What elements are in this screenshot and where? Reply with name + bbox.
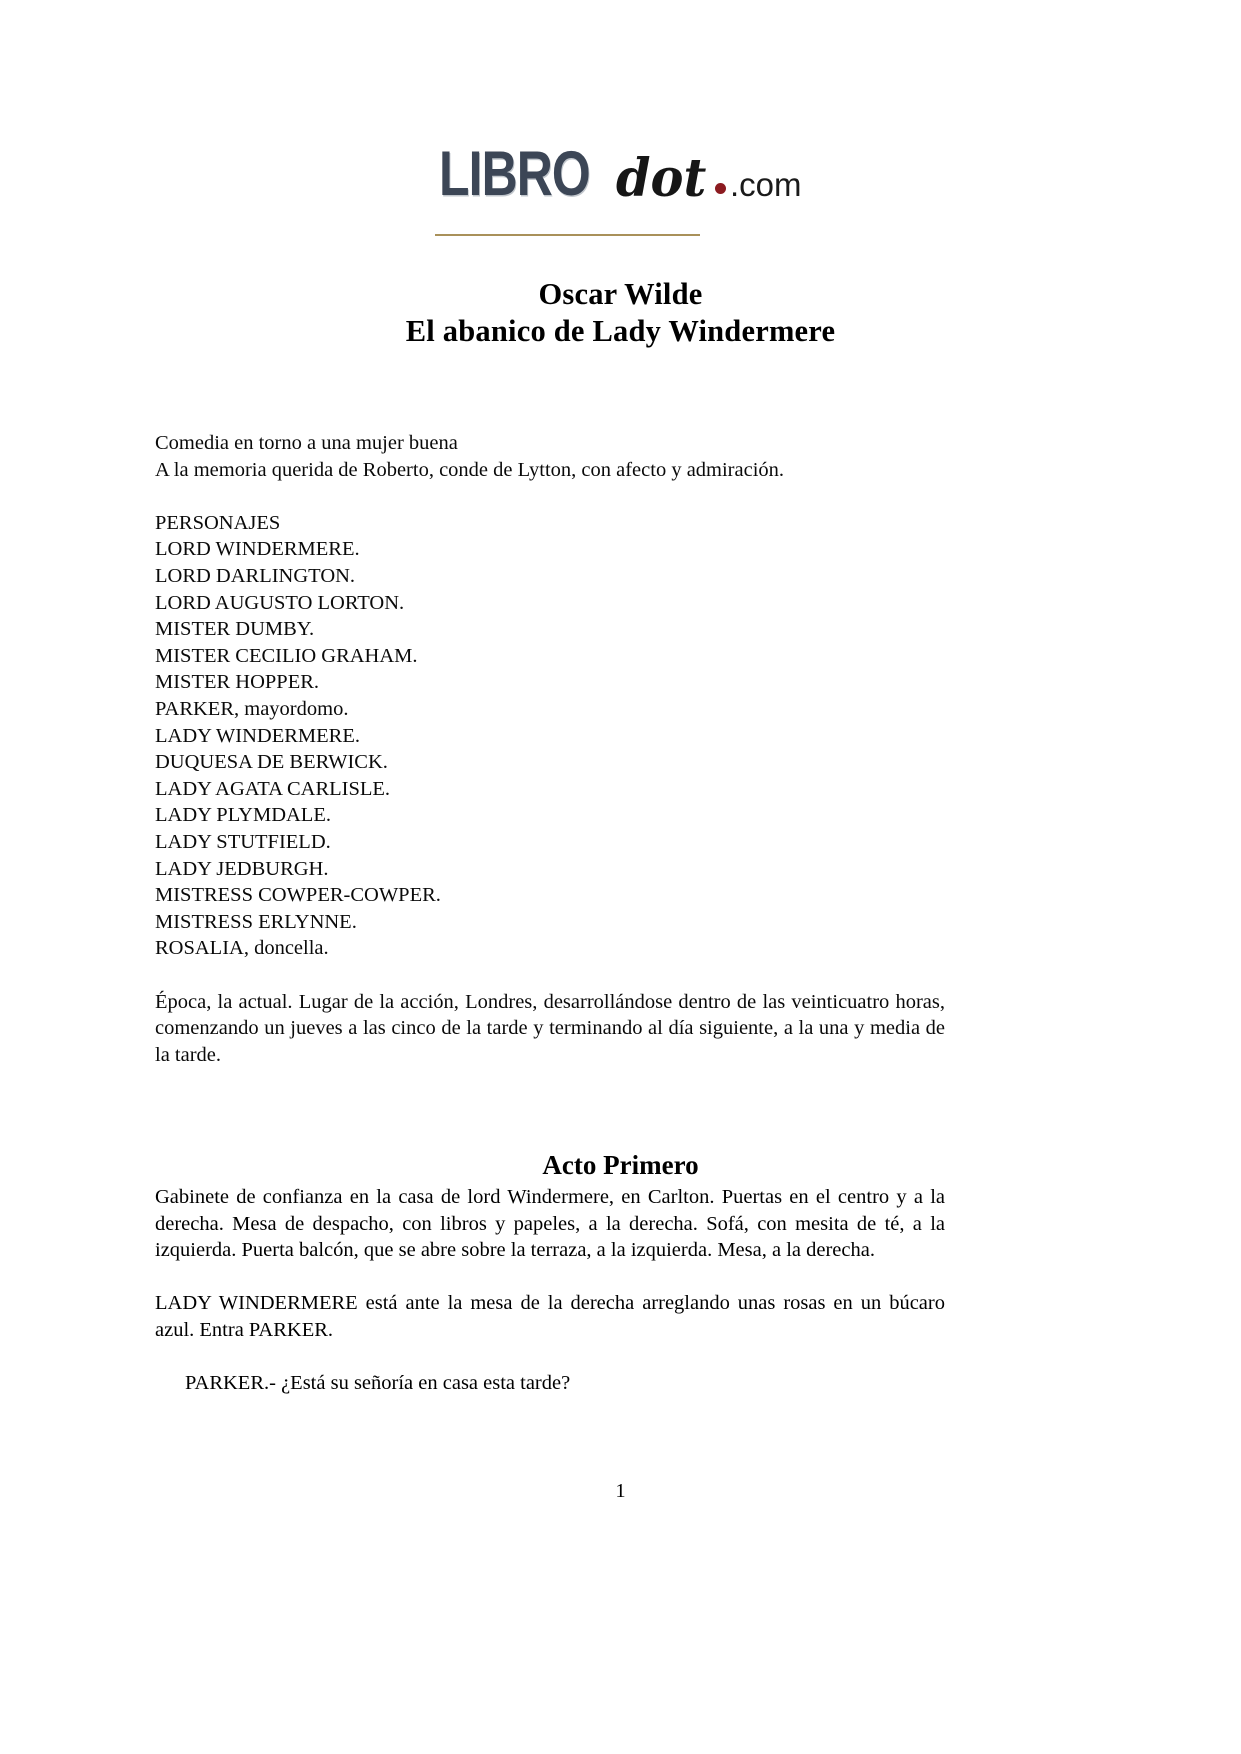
list-item: MISTRESS COWPER-COWPER. [155, 884, 441, 907]
setting-note: Época, la actual. Lugar de la acción, Londres, desarrollándose dentro de las veinticuatro horas, comenzando un jueves a las cinco de la tarde y terminando al día siguiente, a la una y media de la tarde. [155, 990, 945, 1067]
logo-red-dot-icon [715, 183, 726, 194]
front-matter-block [155, 430, 945, 1069]
list-item: MISTER CECILIO GRAHAM. [155, 644, 418, 667]
librodot-logo [0, 139, 1241, 210]
list-item: LORD AUGUSTO LORTON. [155, 591, 405, 614]
cast-list [155, 536, 945, 962]
logo-script-dot: dot [615, 148, 707, 209]
page-number: 1 [615, 1480, 626, 1502]
act-heading: Acto Primero [542, 1150, 699, 1180]
author-name: Oscar Wilde [538, 277, 703, 311]
list-item: LADY WINDERMERE. [155, 724, 360, 747]
list-item: LADY STUTFIELD. [155, 830, 331, 853]
list-item: DUQUESA DE BERWICK. [155, 751, 388, 774]
dialogue-line-parker: PARKER.- ¿Está su señoría en casa esta tarde? [185, 1372, 571, 1395]
list-item: LADY JEDBURGH. [155, 857, 329, 880]
subtitle-line: Comedia en torno a una mujer buena [155, 432, 458, 454]
list-item: LADY AGATA CARLISLE. [155, 777, 391, 800]
spacer [155, 1344, 945, 1371]
list-item: LORD WINDERMERE. [155, 538, 360, 561]
work-title: El abanico de Lady Windermere [405, 314, 836, 348]
scene-description: Gabinete de confianza en la casa de lord Windermere, en Carlton. Puertas en el centro y a la derecha. Mesa de despacho, con libros y papeles, a la derecha. Sofá, con mesita de té, a la izquierda. Puerta balcón, que se abre sobre la terraza, a la izquierda. Mesa, a la derecha. [155, 1186, 945, 1262]
spacer [155, 962, 945, 989]
spacer [155, 483, 945, 510]
logo-lockup [439, 139, 802, 210]
logo-divider-rule [435, 234, 700, 236]
list-item: LORD DARLINGTON. [155, 564, 356, 587]
list-item: MISTER HOPPER. [155, 671, 320, 694]
logo-wordmark-libro: LIBRO [439, 139, 591, 210]
list-item: PARKER, mayordomo. [155, 697, 349, 720]
list-item: LADY PLYMDALE. [155, 804, 331, 827]
list-item: MISTRESS ERLYNNE. [155, 910, 357, 933]
list-item: MISTER DUMBY. [155, 618, 315, 641]
list-item: ROSALIA, doncella. [155, 937, 329, 960]
stage-direction: LADY WINDERMERE está ante la mesa de la derecha arreglando unas rosas en un búcaro azul. Entra PARKER. [155, 1292, 945, 1341]
spacer [155, 1264, 945, 1291]
dedication-line: A la memoria querida de Roberto, conde de Lytton, con afecto y admiración. [155, 458, 785, 481]
cast-heading: PERSONAJES [155, 511, 281, 534]
title-block [0, 276, 1241, 350]
logo-tld-com: .com [729, 166, 802, 203]
act-body-block [155, 1184, 945, 1397]
